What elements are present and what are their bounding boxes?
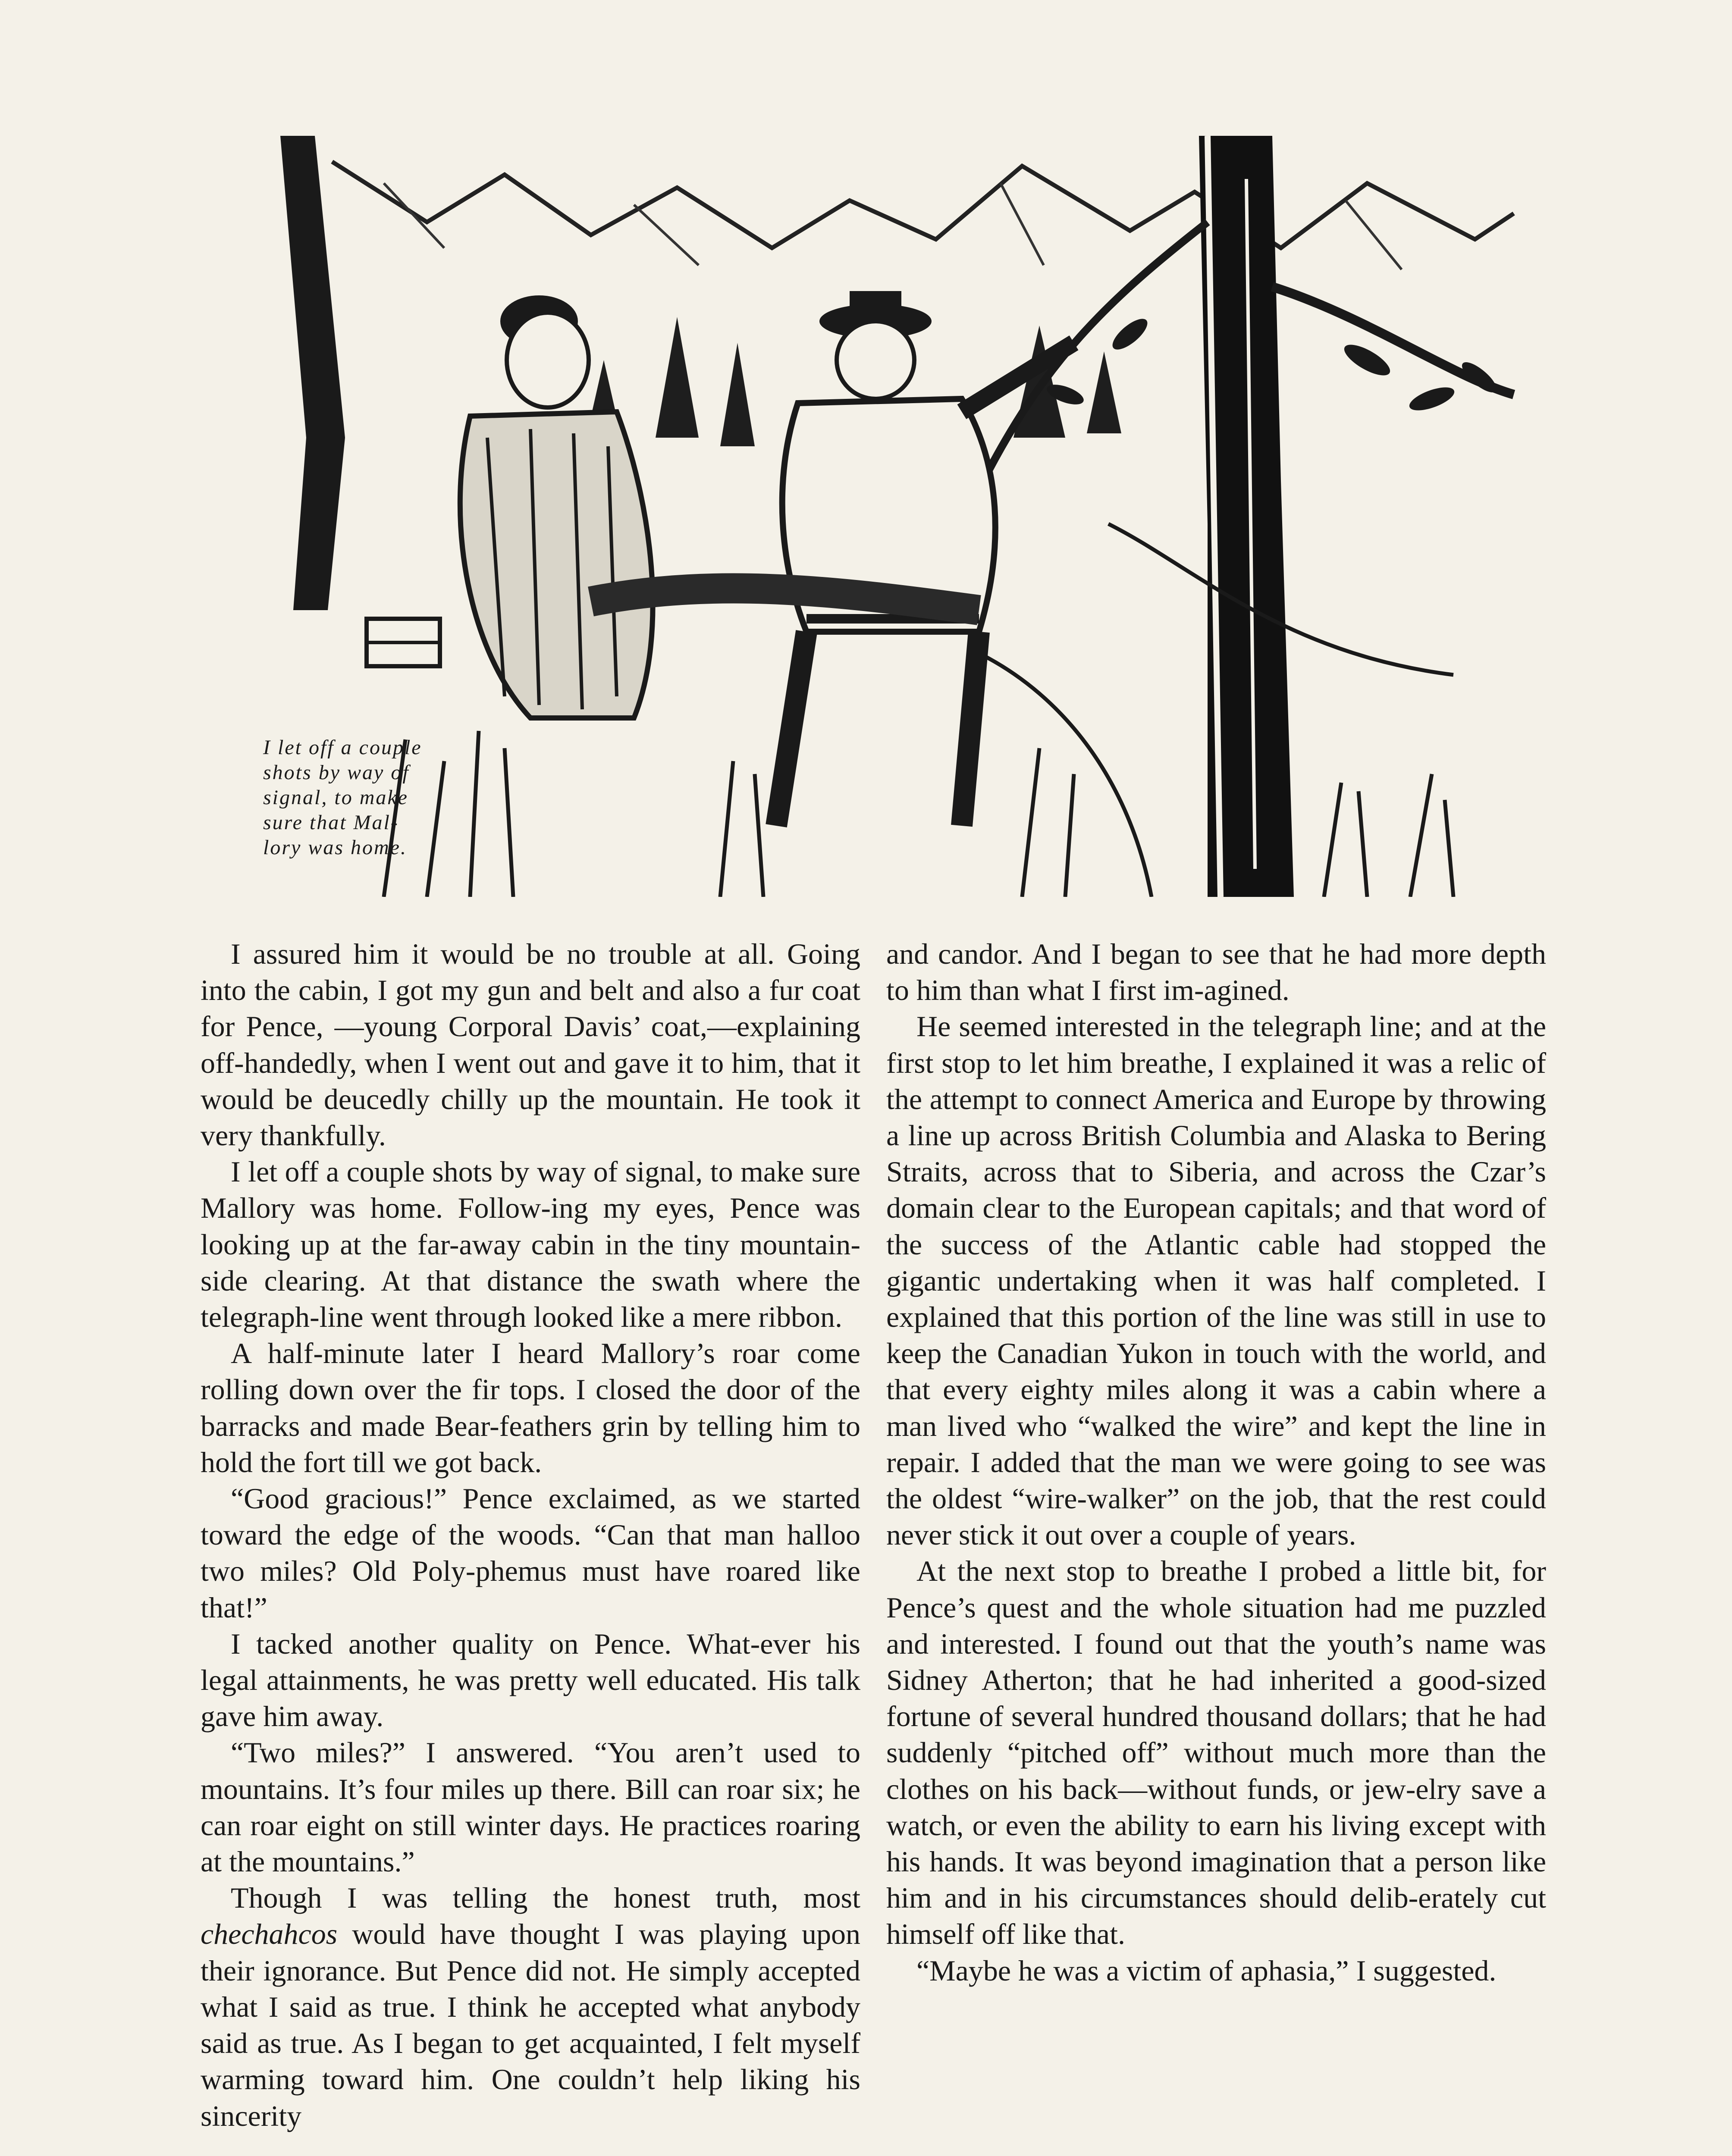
paragraph: At the next stop to breathe I probed a little bit, for Pence’s quest and the whole situation had me puzzled and interested. I found out that the youth’s name was Sidney Atherton; that he had inherited a good-sized fortune of several hundred thousand dollars; that he had suddenly “pitched off” without much more than the clothes on his back—without funds, or jew-elry save a watch, or even the ability to earn his living except with his hands. It was beyond imagination that a person like him and in his circumstances should delib-erately cut himself off like that. bbox=[886, 1554, 1546, 1951]
paragraph: “Maybe he was a victim of aphasia,” I suggested. bbox=[916, 1954, 1497, 1987]
paragraph bbox=[201, 1880, 860, 2134]
paragraph: A half-minute later I heard Mallory’s roar come rolling down over the fir tops. I closed the door of the barracks and made Bear-feathers grin by telling him to hold the fort till we got back. bbox=[201, 1337, 860, 1479]
caption-line: signal, to make bbox=[263, 786, 408, 809]
italic-word: chechahcos bbox=[201, 1918, 338, 1951]
caption-line: lory was home. bbox=[263, 836, 407, 859]
paragraph: He seemed interested in the telegraph line; and at the first stop to let him breathe, I explained it was a relic of the attempt to connect America and Europe by throwing a line up across British Columbia and Alaska to Bering Straits, across that to Siberia, and across the Czar’s domain clear to the European capitals; and that word of the success of the Atlantic cable had stopped the gigantic undertaking when it was half completed. I explained that this portion of the line was still in use to keep the Canadian Yukon in touch with the world, and that every eighty miles along it was a cabin where a man lived who “walked the wire” and kept the line in repair. I added that the man we were going to see was the oldest “wire-walker” on the job, that the rest could never stick it out over a couple of years. bbox=[886, 1010, 1546, 1551]
caption-line: I let off a couple bbox=[263, 736, 422, 759]
paragraph: “Two miles?” I answered. “You aren’t used to mountains. It’s four miles up there. Bill can roar six; he can roar eight on still winter days. He practices roaring at the mountains.” bbox=[201, 1736, 860, 1878]
paragraph: I tacked another quality on Pence. What-ever his legal attainments, he was pretty well educated. His talk gave him away. bbox=[201, 1627, 860, 1733]
paragraph: “Good gracious!” Pence exclaimed, as we started toward the edge of the woods. “Can that man halloo two miles? Old Poly-phemus must have roared like that!” bbox=[201, 1482, 860, 1624]
text-column-left bbox=[201, 936, 860, 2156]
text-column-right bbox=[886, 936, 1546, 2156]
illustration-caption bbox=[263, 735, 505, 860]
paragraph-text: would have thought I was playing upon their ignorance. But Pence did not. He simply accepted what I said as true. I think he accepted what anybody said as true. As I began to get acquainted, I felt myself warming toward him. One couldn’t help liking his sincerity bbox=[201, 1918, 860, 2132]
paragraph-text: Though I was telling the honest truth, most bbox=[231, 1881, 860, 1915]
paragraph: I let off a couple shots by way of signal, to make sure Mallory was home. Follow-ing my eyes, Pence was looking up at the far-away cabin in the tiny mountain-side clearing. At that distance the swath where the telegraph-line went through looked like a mere ribbon. bbox=[201, 1155, 860, 1334]
caption-line: sure that Mal- bbox=[263, 811, 399, 834]
caption-line: shots by way of bbox=[263, 761, 410, 784]
paragraph: and candor. And I began to see that he had more depth to him than what I first im-agined. bbox=[886, 937, 1546, 1007]
paragraph: I assured him it would be no trouble at all. Going into the cabin, I got my gun and belt and also a fur coat for Pence, —young Corporal Davis’ coat,—explaining off-handedly, when I went out and gave it to him, that it would be deucedly chilly up the mountain. He took it very thankfully. bbox=[201, 937, 860, 1152]
